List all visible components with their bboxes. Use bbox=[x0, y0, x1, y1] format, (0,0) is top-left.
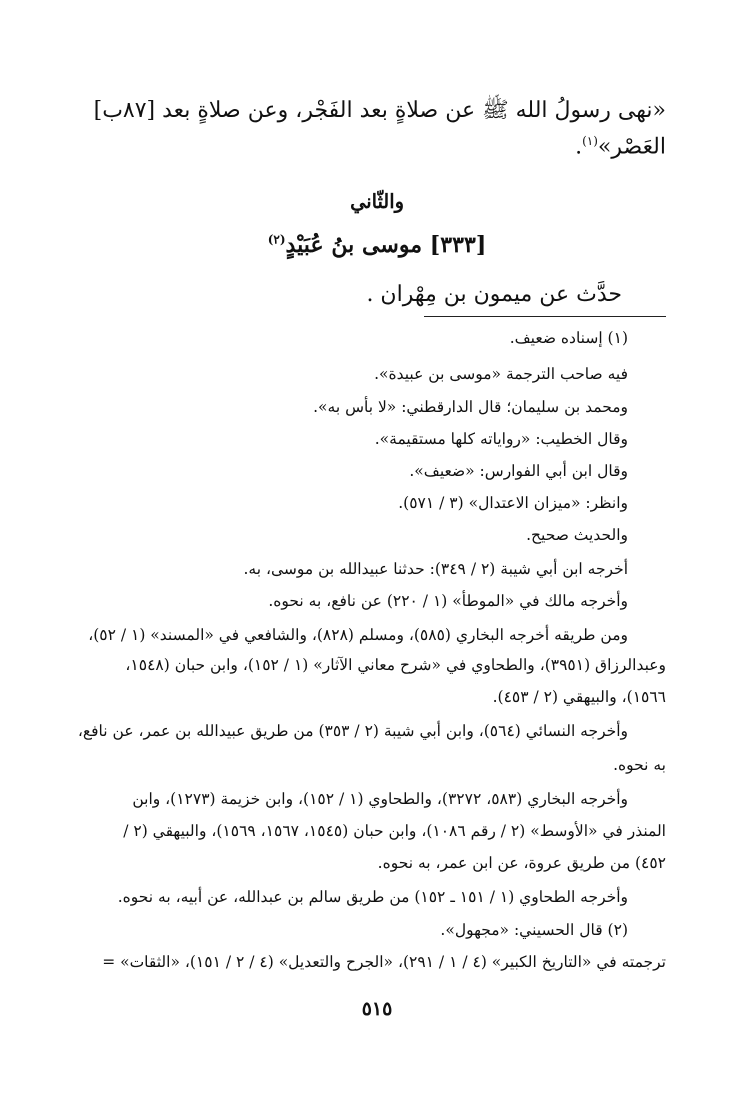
footnote-line: المنذر في «الأوسط» (٢ / رقم ١٠٨٦)، وابن حبان (١٥٤٥، ١٥٦٧، ١٥٦٩)، والبيهقي (٢ / bbox=[123, 822, 666, 840]
hadith-text-end: العَصْر» bbox=[597, 134, 666, 160]
footnote-line: وقال ابن أبي الفوارس: «ضعيف». bbox=[409, 462, 628, 480]
footnote-line: وعبدالرزاق (٣٩٥١)، والطحاوي في «شرح معاني الآثار» (١ / ١٥٢)، وابن حبان (١٥٤٨، bbox=[125, 656, 666, 674]
footnote-line: به نحوه. bbox=[613, 756, 666, 774]
footnote-line: ٤٥٢) من طريق عروة، عن ابن عمر، به نحوه. bbox=[377, 854, 666, 872]
footnote-line: وأخرجه مالك في «الموطأ» (١ / ٢٢٠) عن نافع، به نحوه. bbox=[268, 592, 628, 610]
footnote-line: وقال الخطيب: «رواياته كلها مستقيمة». bbox=[374, 430, 628, 448]
section-heading: والثّاني bbox=[350, 190, 404, 213]
hadith-text-line-2 bbox=[575, 134, 666, 161]
footnote-line: (٢) قال الحسيني: «مجهول». bbox=[440, 921, 628, 939]
page-number: ٥١٥ bbox=[361, 998, 393, 1020]
hadith-period: . bbox=[575, 134, 583, 160]
footnote-line: والحديث صحيح. bbox=[526, 526, 628, 544]
footnote-line: ومن طريقه أخرجه البخاري (٥٨٥)، ومسلم (٨٢٨)، والشافعي في «المسند» (١ / ٥٢)، bbox=[88, 626, 628, 644]
footnote-marker-1: (١) bbox=[582, 134, 598, 148]
footnote-line: وأخرجه النسائي (٥٦٤)، وابن أبي شيبة (٢ / ٣٥٣) من طريق عبيدالله بن عمر، عن نافع، bbox=[77, 722, 628, 740]
footnote-line: وأخرجه الطحاوي (١ / ١٥١ ـ ١٥٢) من طريق سالم بن عبدالله، عن أبيه، به نحوه. bbox=[117, 888, 628, 906]
footnote-marker-2: (٢) bbox=[267, 232, 286, 247]
narration-line: حدَّث عن ميمون بن مِهْران . bbox=[366, 282, 622, 307]
footnote-line: ومحمد بن سليمان؛ قال الدارقطني: «لا بأس به». bbox=[313, 398, 628, 416]
footnote-line: (١) إسناده ضعيف. bbox=[509, 329, 628, 347]
hadith-text-line-1: «نهى رسولُ الله ﷺ عن صلاةٍ بعد الفَجْر، وعن صلاةٍ بعد [٨٧ب] bbox=[93, 98, 666, 123]
footnote-line: ١٥٦٦)، والبيهقي (٢ / ٤٥٣). bbox=[492, 688, 666, 706]
entry-title bbox=[0, 232, 754, 259]
entry-title-text: [٣٣٣] موسى بنُ عُبَيْدٍ bbox=[285, 232, 487, 258]
footnote-line: فيه صاحب الترجمة «موسى بن عبيدة». bbox=[374, 365, 628, 383]
footnote-divider bbox=[424, 316, 666, 317]
footnote-line: وانظر: «ميزان الاعتدال» (٣ / ٥٧١). bbox=[398, 494, 628, 512]
footnote-line: ترجمته في «التاريخ الكبير» (٤ / ١ / ٢٩١)، «الجرح والتعديل» (٤ / ٢ / ١٥١)، «الثقات» = bbox=[102, 953, 666, 971]
footnote-line: أخرجه ابن أبي شيبة (٢ / ٣٤٩): حدثنا عبيدالله بن موسى، به. bbox=[243, 560, 628, 578]
footnote-line: وأخرجه البخاري (٥٨٣، ٣٢٧٢)، والطحاوي (١ / ١٥٢)، وابن خزيمة (١٢٧٣)، وابن bbox=[132, 790, 628, 808]
